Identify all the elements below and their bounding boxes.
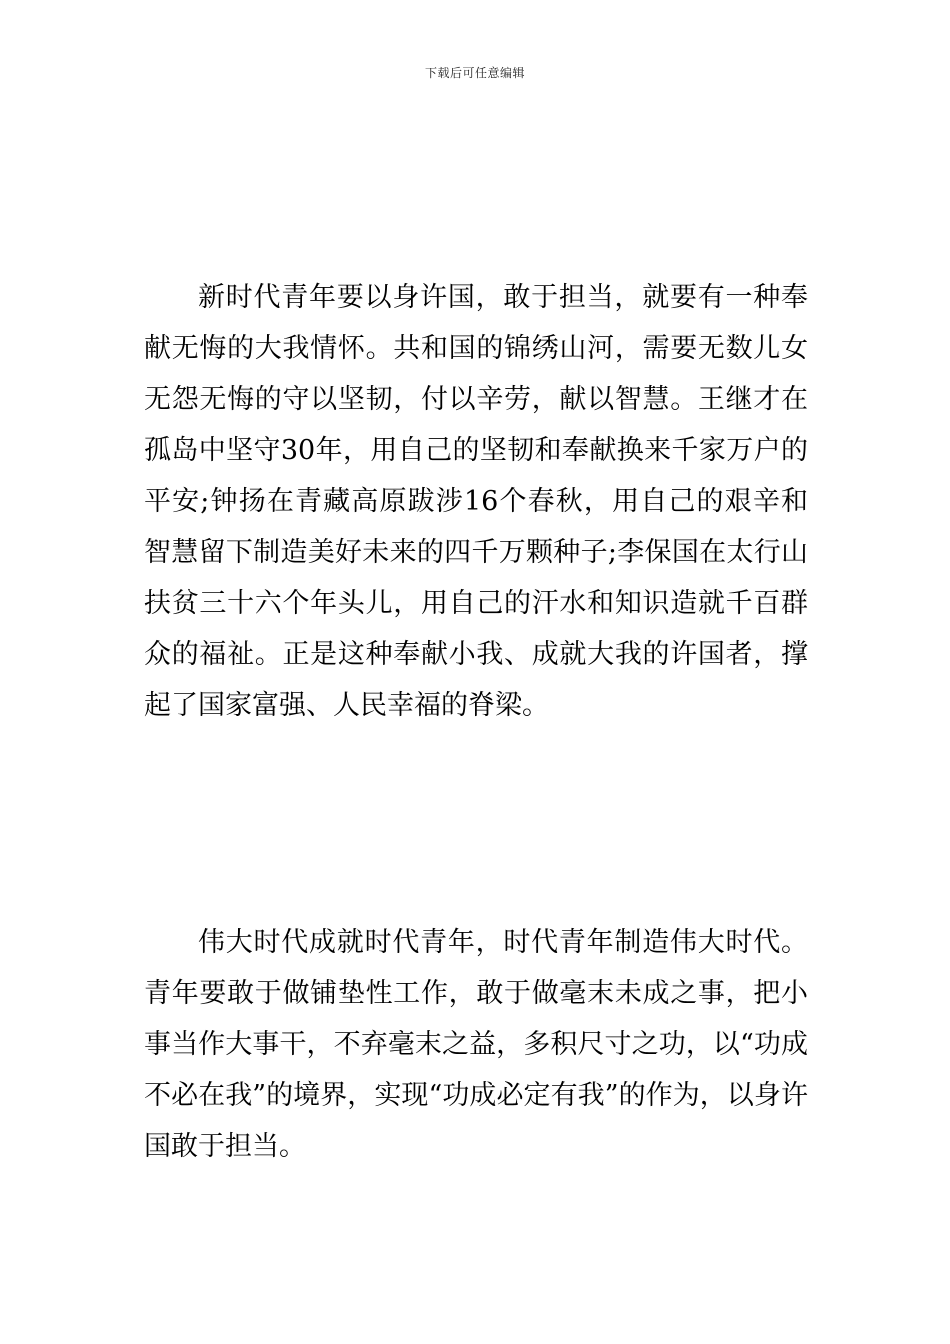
- body-paragraph-2: 伟大时代成就时代青年，时代青年制造伟大时代。青年要敢于做铺垫性工作，敢于做毫末未成之事，把小事当作大事干，不弃毫末之益，多积尺寸之功，以“功成不必在我”的境界，实现“功成必定有我”的作为，以身许国敢于担当。: [144, 927, 808, 1162]
- body-paragraph-1: 新时代青年要以身许国，敢于担当，就要有一种奉献无悔的大我情怀。共和国的锦绣山河，需要无数儿女无怨无悔的守以坚韧，付以辛劳，献以智慧。王继才在孤岛中坚守30年，用自己的坚韧和奉献换来千家万户的平安;钟扬在青藏高原跋涉16个春秋，用自己的艰辛和智慧留下制造美好未来的四千万颗种子;李保国在太行山扶贫三十六个年头儿，用自己的汗水和知识造就千百群众的福祉。正是这种奉献小我、成就大我的许国者，撑起了国家富强、人民幸福的脊梁。: [144, 282, 808, 721]
- page-header: 下载后可任意编辑: [424, 66, 525, 80]
